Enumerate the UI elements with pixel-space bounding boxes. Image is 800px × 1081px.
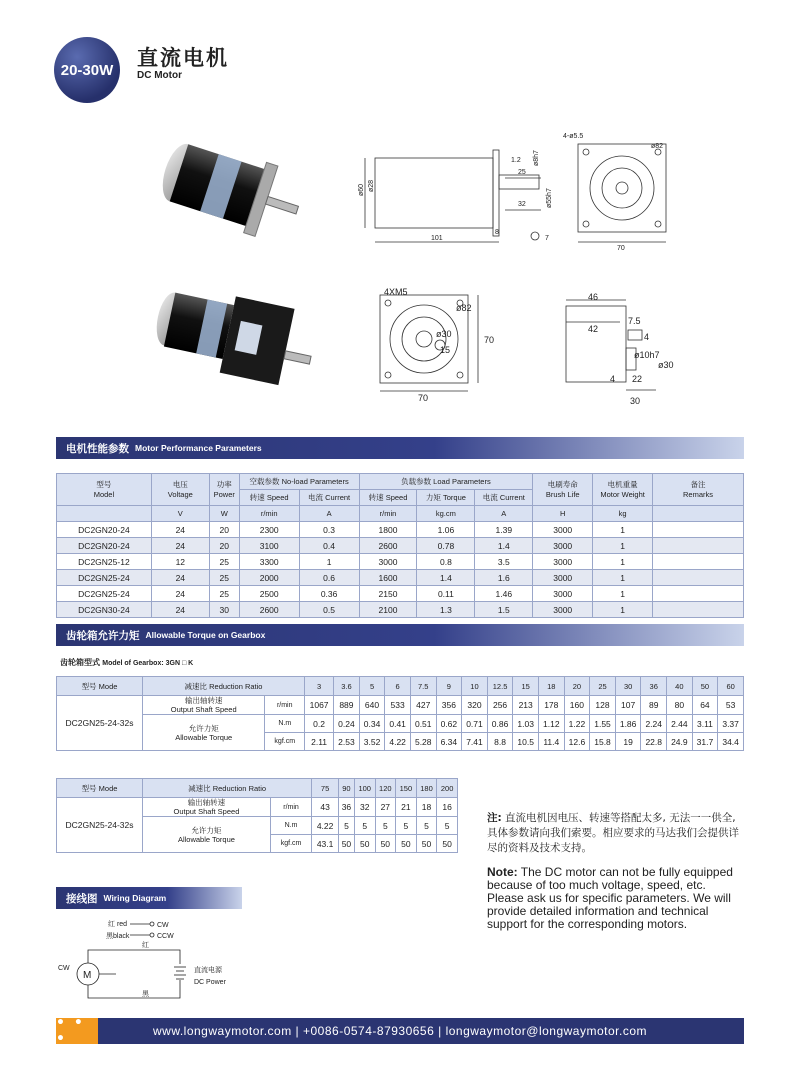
kgf-unit: kgf.cm	[270, 835, 311, 853]
ratio-cell: 100	[354, 779, 375, 798]
nm-cell: 1.12	[538, 715, 564, 733]
note-en-text: The DC motor can not be fully equipped because of too much voltage, speed, etc. Please ask us for specific parameters. We will provide detailed information and technical support for the corresponding motors.	[487, 865, 733, 931]
perf-section-header	[56, 437, 744, 459]
unit-rmin1: r/min	[239, 506, 299, 522]
dim-82: ø82	[651, 143, 664, 150]
table-row	[57, 538, 744, 554]
ratio-cell: 200	[437, 779, 458, 798]
gear-speed-row	[57, 696, 744, 715]
speed-cell: 1067	[305, 696, 334, 715]
nm-cell: 5	[396, 817, 417, 835]
table-cell: 1.4	[475, 538, 533, 554]
gear-col-ratio: 减速比 Reduction Ratio	[143, 677, 305, 696]
table-cell: 2150	[359, 586, 417, 602]
ratio-cell: 150	[396, 779, 417, 798]
dim-1-2: 1.2	[511, 157, 521, 164]
nm-cell: 0.24	[334, 715, 360, 733]
nm-cell: 5	[416, 817, 437, 835]
kgf-cell: 10.5	[513, 733, 539, 751]
unit-remarks	[653, 506, 744, 522]
gear-header-row	[57, 779, 458, 798]
table-cell: 1.3	[417, 602, 475, 618]
gear-col-model: 型号 Mode	[57, 779, 143, 798]
table-cell: 2000	[239, 570, 299, 586]
nm-cell: 0.2	[305, 715, 334, 733]
kgf-cell: 11.4	[538, 733, 564, 751]
gear-section-title-en: Allowable Torque on Gearbox	[145, 630, 266, 640]
dim-4b: 4	[610, 374, 616, 384]
table-cell: 0.5	[299, 602, 359, 618]
dim-4: 4	[644, 332, 650, 342]
nm-cell: 1.55	[590, 715, 616, 733]
table-cell: 3000	[533, 554, 593, 570]
table-cell	[653, 522, 744, 538]
table-cell: 0.78	[417, 538, 475, 554]
table-cell: 12	[151, 554, 209, 570]
table-cell: 24	[151, 586, 209, 602]
table-cell: 3000	[533, 538, 593, 554]
dim-4xm5: 4XM5	[384, 287, 408, 297]
nm-cell: 2.24	[641, 715, 667, 733]
col-voltage: 电压 Voltage	[151, 474, 209, 506]
table-cell: 0.36	[299, 586, 359, 602]
page-title-cn: 直流电机	[137, 46, 229, 70]
kgf-cell: 43.1	[312, 835, 339, 853]
table-row	[57, 586, 744, 602]
table-cell: 1.46	[475, 586, 533, 602]
kgf-cell: 50	[416, 835, 437, 853]
table-cell: 3000	[533, 522, 593, 538]
table-cell: 1800	[359, 522, 417, 538]
table-cell: 3.5	[475, 554, 533, 570]
gear-section-title-cn: 齿轮箱允许力矩	[66, 629, 140, 642]
speed-unit: r/min	[270, 798, 311, 817]
col-speed1: 转速 Speed	[239, 490, 299, 506]
table-cell: 25	[209, 554, 239, 570]
dim-7-5: 7.5	[628, 316, 641, 326]
footer-dots: • • •	[56, 1018, 98, 1044]
table-cell: 1	[593, 586, 653, 602]
unit-blank	[57, 506, 152, 522]
speed-cell: 128	[590, 696, 616, 715]
ratio-cell: 6	[385, 677, 411, 696]
kgf-cell: 3.52	[359, 733, 385, 751]
table-cell: 3000	[533, 586, 593, 602]
motor-photo	[145, 133, 320, 263]
torque-label-en: Allowable Torque	[177, 834, 235, 844]
ratio-cell: 9	[436, 677, 462, 696]
col-current2: 电流 Current	[475, 490, 533, 506]
speed-cell: 640	[359, 696, 385, 715]
note-en	[487, 866, 745, 931]
kgf-cell: 15.8	[590, 733, 616, 751]
speed-cell: 27	[375, 798, 396, 817]
dim-8: 8	[495, 229, 499, 236]
table-cell: DC2GN25-24	[57, 586, 152, 602]
dim-32: 32	[518, 201, 526, 208]
speed-cell: 18	[416, 798, 437, 817]
dim-60: ø60	[358, 183, 365, 196]
wire-ccw-label: CCW	[157, 933, 174, 940]
nm-cell: 5	[437, 817, 458, 835]
gear-section-header	[56, 624, 744, 646]
table-cell: 2600	[359, 538, 417, 554]
dim-8h7: ø8h7	[533, 150, 540, 166]
col-weight: 电机重量 Motor Weight	[593, 474, 653, 506]
col-load: 负载参数 Load Parameters	[359, 474, 533, 490]
gear-torque-table-1	[56, 676, 744, 751]
table-cell	[653, 602, 744, 618]
dim-30-bottom: 30	[630, 396, 641, 406]
speed-cell: 320	[462, 696, 488, 715]
table-cell: 2300	[239, 522, 299, 538]
col-torque: 力矩 Torque	[417, 490, 475, 506]
ratio-cell: 10	[462, 677, 488, 696]
ratio-cell: 20	[564, 677, 590, 696]
dc-power-en: DC Power	[194, 979, 226, 986]
kgf-cell: 50	[354, 835, 375, 853]
nm-cell: 1.86	[615, 715, 641, 733]
nm-cell: 5	[338, 817, 354, 835]
speed-cell: 32	[354, 798, 375, 817]
gearbox-model-en: Model of Gearbox: 3GN □ K	[102, 660, 194, 667]
ratio-cell: 30	[615, 677, 641, 696]
table-cell: 0.8	[417, 554, 475, 570]
kgf-cell: 50	[338, 835, 354, 853]
gear-speed-row	[57, 798, 458, 817]
unit-v: V	[151, 506, 209, 522]
speed-cell: 356	[436, 696, 462, 715]
table-cell: 25	[209, 570, 239, 586]
note-cn-text: 直流电机因电压、转速等搭配太多, 无法一一供全, 具体参数请向我们索要。相应要求的马达我们会提供详尽的资料及技术支持。	[487, 812, 739, 854]
nm-cell: 1.22	[564, 715, 590, 733]
gear-model-cell: DC2GN25-24-32s	[57, 696, 143, 751]
nm-cell: 0.34	[359, 715, 385, 733]
torque-label-en: Allowable Torque	[175, 732, 233, 742]
torque-label	[143, 817, 271, 853]
perf-section-title-cn: 电机性能参数	[66, 442, 129, 455]
dim-10h7: ø10h7	[634, 350, 660, 360]
power-badge: 20-30W	[54, 37, 120, 103]
ratio-cell: 50	[692, 677, 718, 696]
motor-symbol: M	[83, 970, 92, 981]
speed-cell: 43	[312, 798, 339, 817]
speed-cell: 427	[410, 696, 436, 715]
speed-cell: 178	[538, 696, 564, 715]
kgf-cell: 24.9	[667, 733, 693, 751]
table-cell: 2600	[239, 602, 299, 618]
kgf-cell: 2.53	[334, 733, 360, 751]
gearbox-side-drawing	[560, 290, 675, 408]
kgf-cell: 50	[375, 835, 396, 853]
kgf-cell: 5.28	[410, 733, 436, 751]
gear-header-row	[57, 677, 744, 696]
table-cell: 1	[593, 602, 653, 618]
table-cell: 24	[151, 522, 209, 538]
page-title-en: DC Motor	[137, 70, 182, 81]
ratio-cell: 90	[338, 779, 354, 798]
table-row	[57, 602, 744, 618]
table-cell: 24	[151, 570, 209, 586]
dc-power-cn: 直流电源	[194, 967, 222, 974]
table-cell: 24	[151, 538, 209, 554]
dim-42: 42	[588, 324, 599, 334]
nm-unit: N.m	[270, 817, 311, 835]
gearbox-model-cn: 齿轮箱型式	[60, 658, 100, 667]
nm-cell: 2.44	[667, 715, 693, 733]
gearbox-front-drawing	[370, 285, 520, 405]
speed-cell: 53	[718, 696, 744, 715]
dim-7: 7	[545, 235, 549, 242]
ratio-cell: 12.5	[487, 677, 513, 696]
table-cell: 3000	[533, 570, 593, 586]
table-cell	[653, 538, 744, 554]
speed-cell: 213	[513, 696, 539, 715]
wiring-section-header	[56, 887, 242, 909]
speed-label-en: Output Shaft Speed	[173, 807, 240, 816]
table-cell: 1	[593, 538, 653, 554]
speed-unit: r/min	[265, 696, 305, 715]
table-cell: DC2GN20-24	[57, 538, 152, 554]
unit-rmin2: r/min	[359, 506, 417, 522]
speed-label-en: Output Shaft Speed	[170, 705, 237, 714]
kgf-cell: 34.4	[718, 733, 744, 751]
ratio-cell: 18	[538, 677, 564, 696]
nm-cell: 0.71	[462, 715, 488, 733]
kgf-cell: 4.22	[385, 733, 411, 751]
torque-label-cn: 允许力矩	[191, 825, 222, 835]
dim-46: 46	[588, 292, 599, 302]
wiring-section-title-en: Wiring Diagram	[103, 893, 167, 903]
table-cell: 0.3	[299, 522, 359, 538]
dim-28: ø28	[368, 179, 375, 192]
speed-label-cn: 输出轴转速	[184, 696, 223, 705]
table-cell: 3100	[239, 538, 299, 554]
kgf-cell: 50	[396, 835, 417, 853]
nm-cell: 0.86	[487, 715, 513, 733]
col-noload: 空载参数 No-load Parameters	[239, 474, 359, 490]
table-cell: 20	[209, 522, 239, 538]
dim-101: 101	[431, 235, 443, 242]
table-cell: 1	[593, 522, 653, 538]
gearmotor-photo	[145, 283, 320, 395]
kgf-cell: 12.6	[564, 733, 590, 751]
note-en-label: Note:	[487, 865, 518, 879]
dim-70: 70	[617, 245, 625, 250]
dim-30: ø30	[436, 329, 452, 339]
nm-cell: 3.37	[718, 715, 744, 733]
table-cell: 2100	[359, 602, 417, 618]
table-cell: DC2GN20-24	[57, 522, 152, 538]
dim-70-right: 70	[484, 335, 495, 345]
gear-col-ratio: 减速比 Reduction Ratio	[143, 779, 312, 798]
unit-h: H	[533, 506, 593, 522]
table-cell: 1.6	[475, 570, 533, 586]
speed-cell: 21	[396, 798, 417, 817]
nm-unit: N.m	[265, 715, 305, 733]
speed-cell: 64	[692, 696, 718, 715]
speed-cell: 36	[338, 798, 354, 817]
ratio-cell: 40	[667, 677, 693, 696]
gear-col-model: 型号 Mode	[57, 677, 143, 696]
kgf-cell: 8.8	[487, 733, 513, 751]
nm-cell: 5	[375, 817, 396, 835]
table-row	[57, 554, 744, 570]
table-cell: 1.4	[417, 570, 475, 586]
kgf-cell: 19	[615, 733, 641, 751]
kgf-cell: 31.7	[692, 733, 718, 751]
note-cn-label: 注:	[487, 812, 502, 824]
unit-w: W	[209, 506, 239, 522]
speed-cell: 533	[385, 696, 411, 715]
footer-contact: www.longwaymotor.com | +0086-0574-87930656 | longwaymotor@longwaymotor.com	[56, 1018, 744, 1044]
table-cell: 25	[209, 586, 239, 602]
table-cell: 20	[209, 538, 239, 554]
table-cell: 30	[209, 602, 239, 618]
wire-cw-label: CW	[157, 922, 169, 929]
col-model: 型号 Model	[57, 474, 152, 506]
performance-table	[56, 473, 744, 618]
kgf-cell: 22.8	[641, 733, 667, 751]
table-cell	[653, 554, 744, 570]
table-cell: 3000	[359, 554, 417, 570]
col-current1: 电流 Current	[299, 490, 359, 506]
torque-label-cn: 允许力矩	[188, 723, 219, 733]
table-cell: 0.11	[417, 586, 475, 602]
table-cell: 3000	[533, 602, 593, 618]
wire-black2-label: 黑	[142, 991, 149, 998]
dim-15: 15	[440, 345, 451, 355]
kgf-cell: 2.11	[305, 733, 334, 751]
col-brush: 电刷寿命 Brush Life	[533, 474, 593, 506]
ratio-cell: 3	[305, 677, 334, 696]
table-cell: 0.4	[299, 538, 359, 554]
speed-cell: 16	[437, 798, 458, 817]
perf-section-title-en: Motor Performance Parameters	[135, 443, 262, 453]
gear-torque-table-2	[56, 778, 458, 853]
speed-cell: 889	[334, 696, 360, 715]
wire-red2-label: 红	[142, 942, 149, 949]
motor-dimension-drawing	[355, 130, 690, 250]
table-cell: 1.39	[475, 522, 533, 538]
dim-55h7: ø55h7	[546, 188, 553, 208]
table-row	[57, 570, 744, 586]
table-cell: DC2GN25-24	[57, 570, 152, 586]
speed-cell: 160	[564, 696, 590, 715]
table-cell	[653, 586, 744, 602]
table-cell: 0.6	[299, 570, 359, 586]
speed-cell: 89	[641, 696, 667, 715]
nm-cell: 0.62	[436, 715, 462, 733]
speed-label	[143, 798, 271, 817]
unit-kg: kg	[593, 506, 653, 522]
wire-black-label: 黑black	[106, 933, 130, 940]
nm-cell: 1.03	[513, 715, 539, 733]
ratio-cell: 3.6	[334, 677, 360, 696]
unit-a1: A	[299, 506, 359, 522]
kgf-cell: 6.34	[436, 733, 462, 751]
nm-cell: 4.22	[312, 817, 339, 835]
table-cell: 1	[593, 570, 653, 586]
wire-red-label: 红 red	[108, 921, 128, 928]
dim-70-bottom: 70	[418, 393, 429, 403]
ratio-cell: 25	[590, 677, 616, 696]
table-cell	[653, 570, 744, 586]
table-cell: 1	[299, 554, 359, 570]
kgf-unit: kgf.cm	[265, 733, 305, 751]
wiring-section-title-cn: 接线图	[66, 892, 98, 905]
dim-82b: ø82	[456, 303, 472, 313]
speed-label-cn: 输出轴转速	[187, 798, 226, 807]
unit-kgcm: kg.cm	[417, 506, 475, 522]
table-cell: 24	[151, 602, 209, 618]
nm-cell: 5	[354, 817, 375, 835]
dim-22: 22	[632, 374, 643, 384]
table-cell: DC2GN25-12	[57, 554, 152, 570]
ratio-cell: 180	[416, 779, 437, 798]
col-speed2: 转速 Speed	[359, 490, 417, 506]
table-cell: 1.06	[417, 522, 475, 538]
kgf-cell: 7.41	[462, 733, 488, 751]
speed-cell: 107	[615, 696, 641, 715]
table-cell: 1	[593, 554, 653, 570]
nm-cell: 0.51	[410, 715, 436, 733]
table-cell: 1600	[359, 570, 417, 586]
table-cell: 3300	[239, 554, 299, 570]
kgf-cell: 50	[437, 835, 458, 853]
gearbox-model-line	[60, 657, 193, 668]
dim-30b: ø30	[658, 360, 674, 370]
table-row	[57, 522, 744, 538]
ratio-cell: 15	[513, 677, 539, 696]
wiring-diagram	[56, 912, 246, 1002]
speed-cell: 80	[667, 696, 693, 715]
col-power: 功率 Power	[209, 474, 239, 506]
dim-4x55: 4-ø5.5	[563, 133, 584, 140]
ratio-cell: 5	[359, 677, 385, 696]
table-cell: 1.5	[475, 602, 533, 618]
col-remarks: 备注 Remarks	[653, 474, 744, 506]
ratio-cell: 60	[718, 677, 744, 696]
ratio-cell: 7.5	[410, 677, 436, 696]
gear-model-cell: DC2GN25-24-32s	[57, 798, 143, 853]
table-cell: 2500	[239, 586, 299, 602]
motor-cw-label: CW	[58, 965, 70, 972]
torque-label	[143, 715, 265, 751]
table-cell: DC2GN30-24	[57, 602, 152, 618]
unit-a2: A	[475, 506, 533, 522]
speed-cell: 256	[487, 696, 513, 715]
nm-cell: 0.41	[385, 715, 411, 733]
ratio-cell: 36	[641, 677, 667, 696]
nm-cell: 3.11	[692, 715, 718, 733]
ratio-cell: 75	[312, 779, 339, 798]
ratio-cell: 120	[375, 779, 396, 798]
note-cn	[487, 811, 745, 856]
gear-nm-row	[57, 715, 744, 733]
speed-label	[143, 696, 265, 715]
dim-25: 25	[518, 169, 526, 176]
